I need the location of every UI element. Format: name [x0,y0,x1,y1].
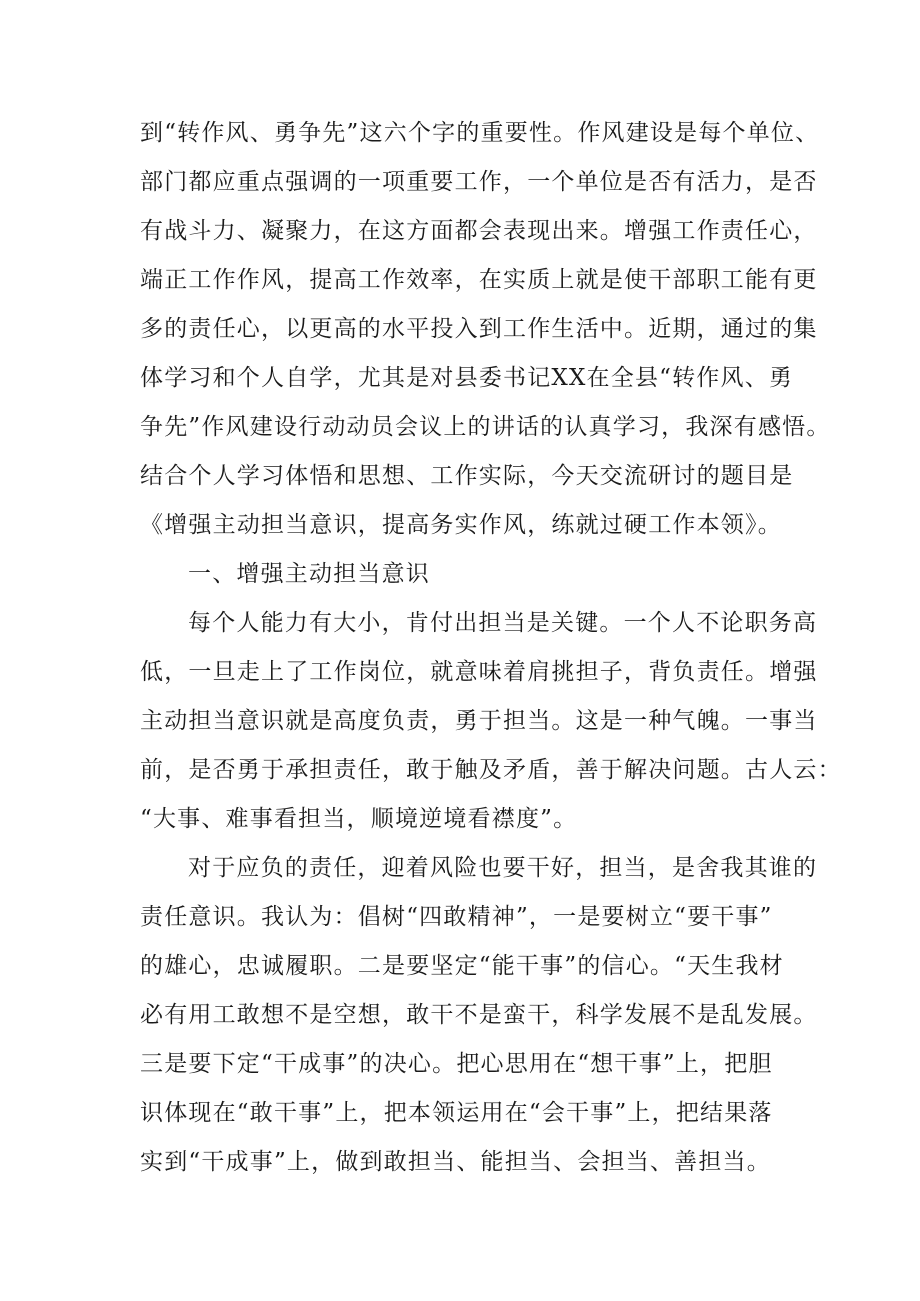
text-line: 识体现在“敢干事”上，把本领运用在“会干事”上，把结果落 [140,1100,773,1126]
text-line: 结合个人学习体悟和思想、工作实际，今天交流研讨的题目是 [140,463,794,489]
text-line: 每个人能力有大小，肯付出担当是关键。一个人不论职务高 [188,610,818,636]
text-line: 体学习和个人自学，尤其是对县委书记XX在全县“转作风、勇 [140,365,794,391]
text-line: 多的责任心，以更高的水平投入到工作生活中。近期，通过的集 [140,316,818,342]
text-line: 对于应负的责任，迎着风险也要干好，担当，是舍我其谁的 [188,855,818,881]
text-line: 前，是否勇于承担责任，敢于触及矛盾，善于解决问题。古人云： [140,757,842,783]
text-line: 低，一旦走上了工作岗位，就意味着肩挑担子，背负责任。增强 [140,659,818,685]
text-line: 有战斗力、凝聚力，在这方面都会表现出来。增强工作责任心， [140,218,818,244]
text-line: 争先”作风建设行动动员会议上的讲话的认真学习，我深有感悟。 [140,414,831,440]
text-line: “大事、难事看担当，顺境逆境看襟度”。 [140,806,578,832]
text-line: 的雄心，忠诚履职。二是要坚定“能干事”的信心。“天生我材 [140,953,784,979]
text-line: 实到“干成事”上，做到敢担当、能担当、会担当、善担当。 [140,1149,771,1175]
text-line: 必有用工敢想不是空想，敢干不是蛮干，科学发展不是乱发展。 [140,1002,818,1028]
text-line: 端正工作作风，提高工作效率，在实质上就是使干部职工能有更 [140,267,818,293]
text-line: 到“转作风、勇争先”这六个字的重要性。作风建设是每个单位、 [140,120,820,146]
section-heading: 一、增强主动担当意识 [188,561,430,587]
text-line: 三是要下定“干成事”的决心。把心思用在“想干事”上，把胆 [140,1051,773,1077]
text-line: 《增强主动担当意识，提高务实作风，练就过硬工作本领》。 [140,512,782,538]
text-line: 部门都应重点强调的一项重要工作，一个单位是否有活力，是否 [140,169,818,195]
text-line: 责任意识。我认为：倡树“四敢精神”，一是要树立“要干事” [140,904,773,930]
text-line: 主动担当意识就是高度负责，勇于担当。这是一种气魄。一事当 [140,708,818,734]
